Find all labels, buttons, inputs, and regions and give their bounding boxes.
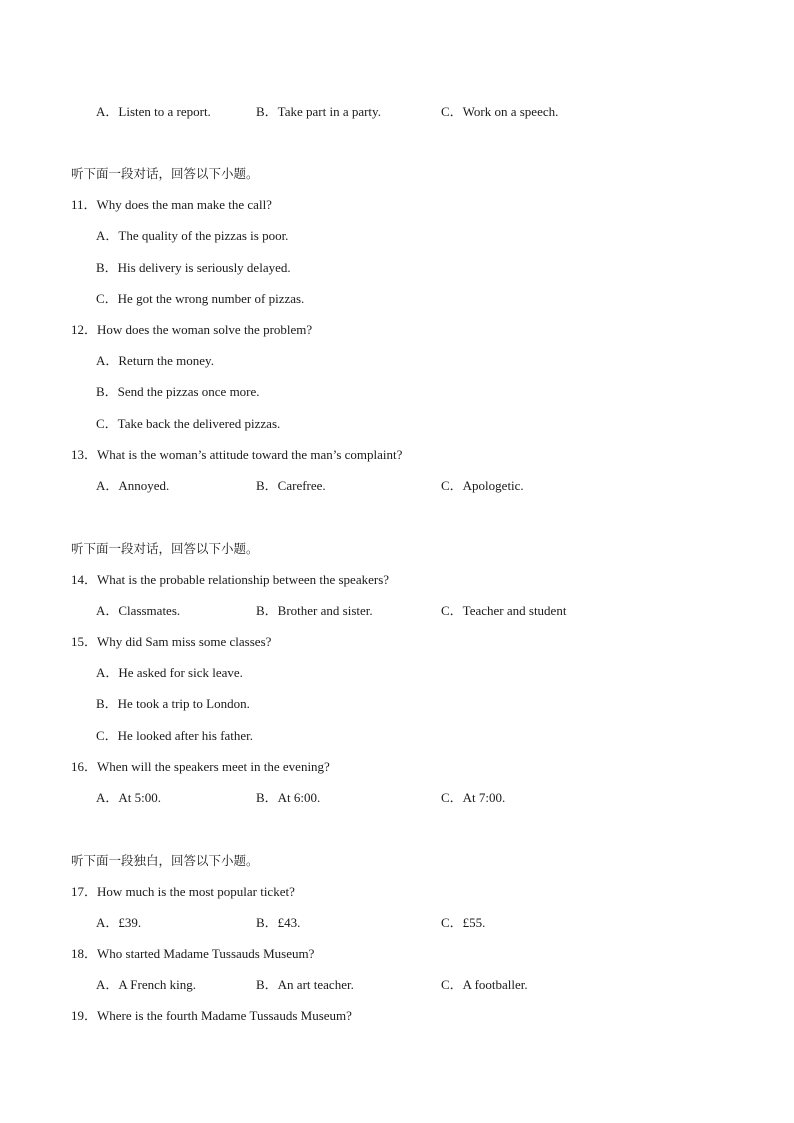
q13-option-a: A．Annoyed. — [96, 478, 170, 493]
question-14-stem: 14．What is the probable relationship between the speakers? — [71, 572, 390, 587]
question-17-stem: 17．How much is the most popular ticket? — [71, 884, 295, 899]
q15-option-c: C．He looked after his father. — [96, 728, 254, 743]
question-13-stem: 13．What is the woman’s attitude toward the man’s complaint? — [71, 447, 403, 462]
q17-option-b: B．£43. — [256, 915, 301, 930]
q14-option-c: C．Teacher and student — [441, 603, 567, 618]
q11-option-b: B．His delivery is seriously delayed. — [96, 260, 291, 275]
q16-option-c: C．At 7:00. — [441, 790, 506, 805]
q15-option-a: A．He asked for sick leave. — [96, 665, 243, 680]
q18-option-c: C．A footballer. — [441, 977, 528, 992]
q13-option-c: C．Apologetic. — [441, 478, 524, 493]
q12-option-a: A．Return the money. — [96, 353, 214, 368]
q12-option-b: B．Send the pizzas once more. — [96, 384, 260, 399]
q17-option-c: C．£55. — [441, 915, 486, 930]
section-instruction-1: 听下面一段对话，回答以下小题。 — [71, 166, 259, 181]
q17-option-a: A．£39. — [96, 915, 142, 930]
q18-option-b: B．An art teacher. — [256, 977, 354, 992]
question-18-stem: 18．Who started Madame Tussauds Museum? — [71, 946, 315, 961]
q10-option-a: A．Listen to a report. — [96, 104, 211, 119]
question-15-stem: 15．Why did Sam miss some classes? — [71, 634, 272, 649]
q14-option-b: B．Brother and sister. — [256, 603, 373, 618]
q15-option-b: B．He took a trip to London. — [96, 696, 250, 711]
question-16-stem: 16．When will the speakers meet in the evening? — [71, 759, 330, 774]
question-19-stem: 19．Where is the fourth Madame Tussauds Museum? — [71, 1008, 352, 1023]
q10-option-c: C．Work on a speech. — [441, 104, 559, 119]
question-11-stem: 11．Why does the man make the call? — [71, 197, 272, 212]
q16-option-a: A．At 5:00. — [96, 790, 162, 805]
q12-option-c: C．Take back the delivered pizzas. — [96, 416, 281, 431]
q11-option-a: A．The quality of the pizzas is poor. — [96, 228, 289, 243]
q16-option-b: B．At 6:00. — [256, 790, 321, 805]
q13-option-b: B．Carefree. — [256, 478, 326, 493]
q14-option-a: A．Classmates. — [96, 603, 181, 618]
question-12-stem: 12．How does the woman solve the problem? — [71, 322, 313, 337]
q11-option-c: C．He got the wrong number of pizzas. — [96, 291, 305, 306]
q18-option-a: A．A French king. — [96, 977, 197, 992]
q10-option-b: B．Take part in a party. — [256, 104, 381, 119]
section-instruction-2: 听下面一段对话，回答以下小题。 — [71, 541, 259, 556]
section-instruction-3: 听下面一段独白，回答以下小题。 — [71, 853, 259, 868]
